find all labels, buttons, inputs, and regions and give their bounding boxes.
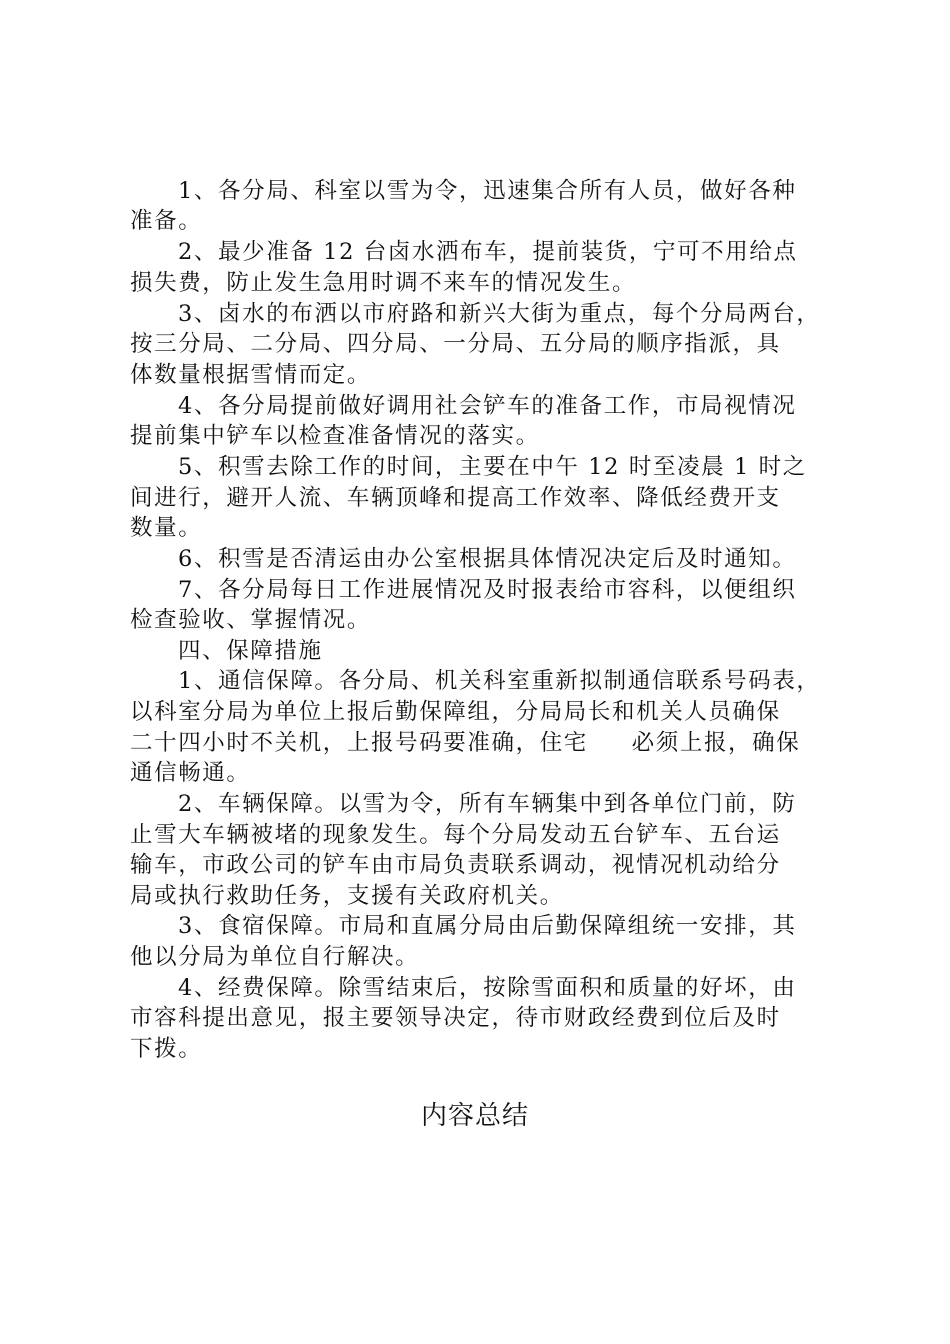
- paragraph-line: 按三分局、二分局、四分局、一分局、五分局的顺序指派，具: [130, 331, 781, 357]
- paragraph-line: 提前集中铲车以检查准备情况的落实。: [130, 423, 540, 449]
- paragraph-line: 止雪大车辆被堵的现象发生。每个分局发动五台铲车、五台运: [130, 822, 781, 848]
- paragraph-line: 检查验收、掌握情况。: [130, 607, 372, 633]
- paragraph-line: 局或执行救助任务，支援有关政府机关。: [130, 883, 564, 909]
- paragraph-line: 数量。: [130, 515, 203, 541]
- paragraph-line: 损失费，防止发生急用时调不来车的情况发生。: [130, 270, 637, 296]
- paragraph-line: 输车，市政公司的铲车由市局负责联系调动，视情况机动给分: [130, 852, 781, 878]
- paragraph-line: 二十四小时不关机，上报号码要准确，住宅 必须上报，确保: [130, 730, 801, 756]
- section-heading: 四、保障措施: [178, 638, 323, 664]
- paragraph-line: 4、经费保障。除雪结束后，按除雪面积和质量的好坏，由: [178, 975, 797, 1001]
- paragraph-line: 6、积雪是否清运由办公室根据具体情况决定后及时通知。: [178, 546, 797, 572]
- paragraph-line: 以科室分局为单位上报后勤保障组，分局局长和机关人员确保: [130, 699, 781, 725]
- paragraph-line: 2、最少准备 12 台卤水洒布车，提前装货，宁可不用给点: [178, 239, 798, 265]
- paragraph-line: 4、各分局提前做好调用社会铲车的准备工作，市局视情况: [178, 393, 797, 419]
- paragraph-line: 间进行，避开人流、车辆顶峰和提高工作效率、降低经费开支: [130, 485, 781, 511]
- paragraph-line: 下拨。: [130, 1036, 203, 1062]
- paragraph-line: 1、各分局、科室以雪为令，迅速集合所有人员，做好各种: [178, 178, 797, 204]
- paragraph-line: 2、车辆保障。以雪为令，所有车辆集中到各单位门前，防: [178, 791, 797, 817]
- paragraph-line: 准备。: [130, 208, 203, 234]
- paragraph-line: 体数量根据雪情而定。: [130, 362, 372, 388]
- paragraph-line: 市容科提出意见，报主要领导决定，待市财政经费到位后及时: [130, 1005, 781, 1031]
- paragraph-line: 1、通信保障。各分局、机关科室重新拟制通信联系号码表，: [178, 668, 821, 694]
- paragraph-line: 7、各分局每日工作进展情况及时报表给市容科，以便组织: [178, 577, 797, 603]
- paragraph-line: 通信畅通。: [130, 760, 251, 786]
- paragraph-line: 3、卤水的布洒以市府路和新兴大街为重点，每个分局两台，: [178, 301, 821, 327]
- paragraph-line: 3、食宿保障。市局和直属分局由后勤保障组统一安排，其: [178, 913, 797, 939]
- paragraph-line: 5、积雪去除工作的时间，主要在中午 12 时至凌晨 1 时之: [178, 454, 807, 480]
- paragraph-line: 他以分局为单位自行解决。: [130, 944, 420, 970]
- summary-heading: 内容总结: [420, 1101, 529, 1131]
